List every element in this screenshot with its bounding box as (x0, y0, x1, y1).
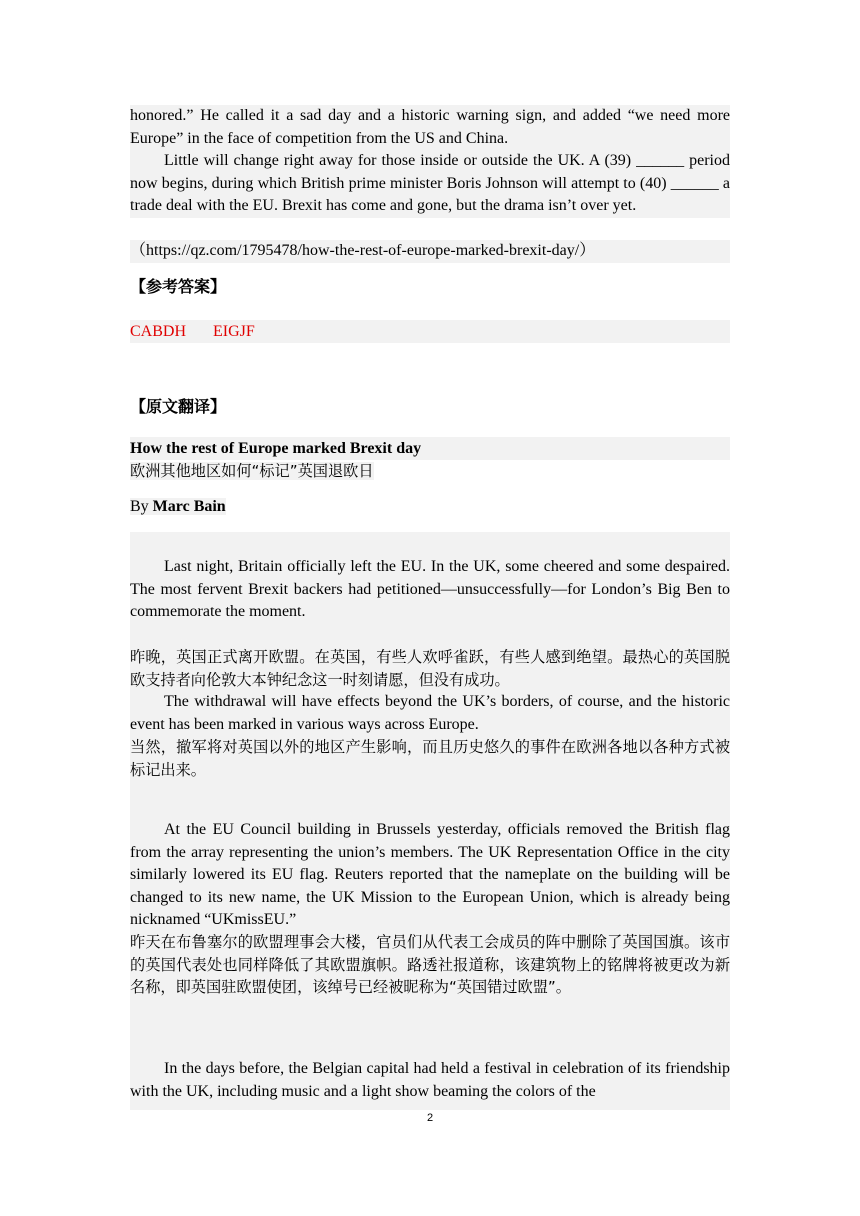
article-title-en: How the rest of Europe marked Brexit day (130, 437, 730, 460)
answer-line (130, 320, 730, 343)
article-title-cn: 欧洲其他地区如何“标记”英国退欧日 (130, 462, 374, 480)
paragraph-en-2: The withdrawal will have effects beyond the UK’s borders, of course, and the historic event has been marked in various ways across Europe. (130, 693, 730, 733)
paragraph-cn-1: 昨晚，英国正式离开欧盟。在英国，有些人欢呼雀跃，有些人感到绝望。最热心的英国脱欧支持者向伦敦大本钟纪念这一时刻请愿，但没有成功。 (130, 648, 730, 689)
answer-heading: 【参考答案】 (130, 277, 227, 296)
author-name: Marc Bain (152, 498, 226, 515)
paragraph-en-1: Last night, Britain officially left the EU. In the UK, some cheered and some despaired. The most fervent Brexit backers had petitioned—unsuccessfully—for London’s Big Ben to commemorate the moment. (130, 558, 730, 620)
paragraph-honored: honored.” He called it a sad day and a historic warning sign, and added “we need more Europe” in the face of competition from the US and China. (130, 105, 730, 150)
paragraph-en-4: In the days before, the Belgian capital had held a festival in celebration of its friendship with the UK, including music and a light show beaming the colors of the (130, 1060, 730, 1100)
paragraph-cn-3: 昨天在布鲁塞尔的欧盟理事会大楼，官员们从代表工会成员的阵中删除了英国国旗。该市的英国代表处也同样降低了其欧盟旗帜。路透社报道称，该建筑物上的铭牌将被更改为新名称，即英国驻欧盟使团，该绰号已经被昵称为“英国错过欧盟”。 (130, 933, 730, 996)
page-number: 2 (426, 1112, 434, 1124)
source-url: （https://qz.com/1795478/how-the-rest-of-europe-marked-brexit-day/） (130, 240, 730, 263)
paragraph-cn-2: 当然，撤军将对英国以外的地区产生影响，而且历史悠久的事件在欧洲各地以各种方式被标记出来。 (130, 738, 730, 779)
byline: By Marc Bain (130, 498, 226, 515)
answer-group-1: CABDH (130, 323, 187, 340)
paragraph-en-3: At the EU Council building in Brussels yesterday, officials removed the British flag from the array representing the union’s members. The UK Representation Office in the city similarly lowered its EU flag. Reuters reported that the nameplate on the building will be changed to its new name, the UK Mission to the European Union, which is already being nicknamed “UKmissEU.” (130, 821, 730, 928)
translation-heading: 【原文翻译】 (130, 397, 227, 416)
answer-group-2: EIGJF (213, 323, 255, 340)
paragraph-little-will-change: Little will change right away for those inside or outside the UK. A (39) ______ period now begins, during which British prime minister Boris Johnson will attempt to (40) ______ a trade deal with the EU. Brexit has come and gone, but the drama isn’t over yet. (130, 150, 730, 218)
